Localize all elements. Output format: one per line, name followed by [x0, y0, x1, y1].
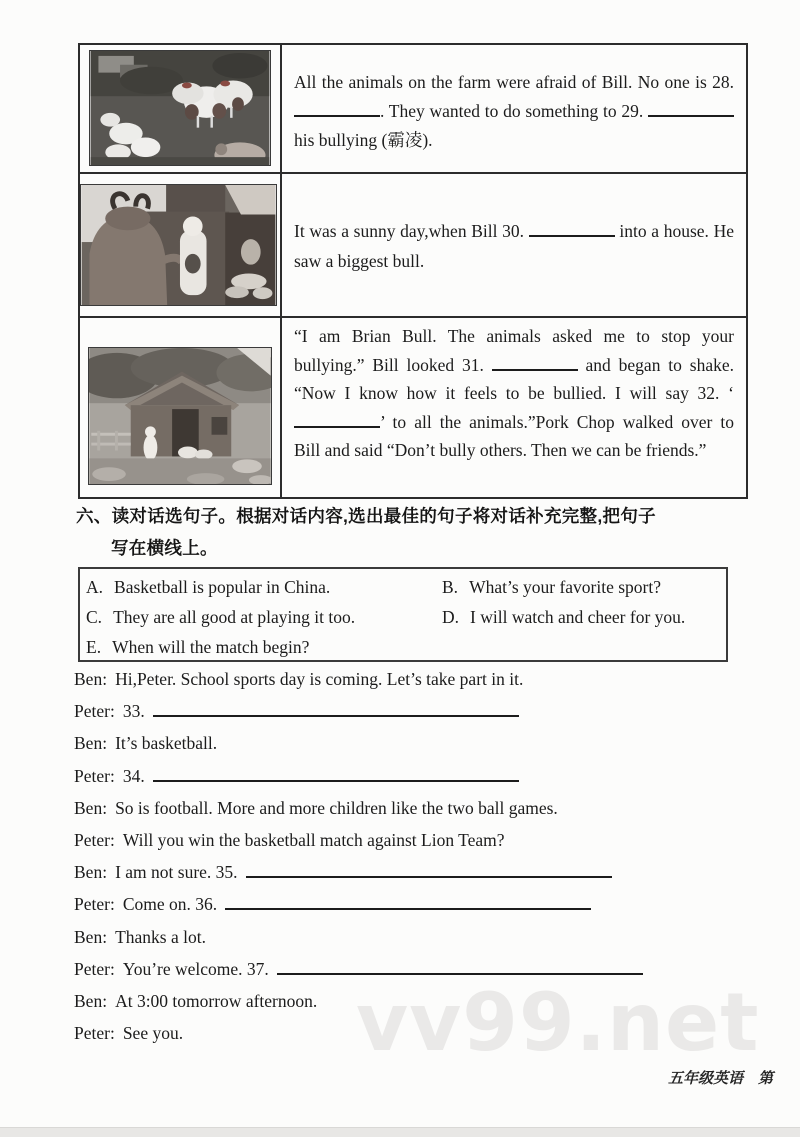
option-c-label: C.	[86, 607, 103, 627]
heading-line-2: 写在横线上。	[111, 538, 218, 558]
page-footer: 五年级英语 第	[668, 1071, 774, 1087]
option-d	[442, 607, 685, 627]
dialogue-line-5	[74, 798, 774, 830]
speaker-name: Peter:	[74, 829, 115, 850]
options-box	[78, 567, 728, 662]
dialogue-text: 34.	[122, 765, 145, 786]
blank-32	[294, 414, 380, 428]
option-a-label: A.	[86, 577, 104, 597]
dialogue-line-12	[74, 1023, 774, 1055]
story-image-cell-3	[80, 318, 282, 497]
options-row-1	[86, 572, 720, 602]
speaker-name: Peter:	[74, 1023, 115, 1044]
dialogue-line-6	[74, 830, 774, 862]
dialogue-line-2	[74, 701, 774, 733]
dialogue-text: At 3:00 tomorrow afternoon.	[115, 990, 318, 1011]
speaker-name: Ben:	[74, 862, 108, 883]
option-d-text: I will watch and cheer for you.	[470, 607, 686, 627]
option-a-text: Basketball is popular in China.	[114, 577, 331, 597]
dialogue-line-1	[74, 669, 774, 701]
dialogue-line-11	[74, 991, 774, 1023]
option-b	[442, 577, 661, 597]
option-b-label: B.	[442, 577, 459, 597]
speaker-name: Ben:	[74, 926, 108, 947]
blank-29	[648, 103, 734, 117]
options-row-3	[86, 632, 720, 662]
option-e-text: When will the match begin?	[112, 637, 310, 657]
dialogue-text: Thanks a lot.	[115, 926, 206, 947]
heading-line-1: 六、读对话选句子。根据对话内容,选出最佳的句子将对话补充完整,把句子	[76, 506, 656, 526]
story-image-cell-1	[80, 45, 282, 172]
story-text-cell-1	[282, 45, 746, 172]
story-text-cell-3	[282, 318, 746, 497]
bull-entering-house-image	[80, 184, 277, 306]
dialogue-text: Hi,Peter. School sports day is coming. Let’s take part in it.	[115, 669, 524, 689]
dialogue-line-4	[74, 766, 774, 798]
dialogue-text: I am not sure. 35.	[115, 862, 238, 883]
blank-33	[153, 702, 519, 717]
reading-story-table	[78, 43, 748, 499]
story-text-segment: All the animals on the farm were afraid of Bill. No one is 28.	[294, 72, 734, 92]
blank-35	[246, 863, 612, 878]
blank-31	[492, 357, 578, 371]
story-row-1	[80, 45, 746, 174]
speaker-name: Peter:	[74, 701, 115, 722]
section-six-heading	[76, 503, 756, 561]
blank-30	[529, 223, 615, 237]
dialogue-block	[74, 669, 774, 1055]
dialogue-text: See you.	[122, 1023, 184, 1044]
speaker-name: Ben:	[74, 733, 108, 754]
dialogue-line-3	[74, 733, 774, 765]
option-c	[86, 602, 442, 632]
option-a	[86, 572, 442, 602]
dialogue-line-9	[74, 927, 774, 959]
blank-28	[294, 103, 380, 117]
dialogue-text: Come on. 36.	[122, 894, 218, 915]
option-e-label: E.	[86, 637, 102, 657]
dialogue-line-7	[74, 862, 774, 894]
blank-34	[153, 767, 519, 782]
story-row-3	[80, 318, 746, 497]
story-text-cell-2	[282, 174, 746, 316]
dialogue-text: Will you win the basketball match against Lion Team?	[122, 829, 505, 850]
speaker-name: Peter:	[74, 958, 115, 979]
watermark: vv99.net	[356, 976, 760, 1069]
speaker-name: Peter:	[74, 894, 115, 915]
blank-37	[277, 960, 643, 975]
option-c-text: They are all good at playing it too.	[113, 607, 356, 627]
dialogue-line-10	[74, 959, 774, 991]
scan-edge-strip	[0, 1127, 800, 1137]
story-text-segment: “I am Brian Bull. The animals asked me to stop your bullying.” Bill looked 31.	[294, 326, 734, 375]
story-text-segment: . They wanted to do something to 29.	[380, 101, 648, 121]
story-text-segment: and began to shake. “Now I know how it feels to be bullied. I will say 32. ‘	[294, 354, 734, 404]
story-image-cell-2	[80, 174, 282, 316]
story-text-segment: ’ to all the animals.”Pork Chop walked over to Bill and said “Don’t bully others. Then we can be friends.”	[294, 411, 734, 461]
blank-36	[225, 895, 591, 910]
dialogue-text: So is football. More and more children like the two ball games.	[115, 797, 558, 818]
option-d-label: D.	[442, 607, 460, 627]
story-text-segment: It was a sunny day,when Bill 30.	[294, 221, 529, 241]
speaker-name: Ben:	[74, 797, 108, 818]
dialogue-line-8	[74, 894, 774, 926]
story-text-segment: into a house. He saw a biggest bull.	[294, 221, 734, 271]
options-row-2	[86, 602, 720, 632]
speaker-name: Peter:	[74, 765, 115, 786]
speaker-name: Ben:	[74, 990, 108, 1011]
story-text-segment: his bullying (霸凌).	[294, 130, 433, 150]
speaker-name: Ben:	[74, 669, 108, 689]
option-e	[86, 637, 309, 657]
dialogue-text: You’re welcome. 37.	[122, 958, 269, 979]
barn-yard-image	[88, 347, 272, 485]
option-b-text: What’s your favorite sport?	[469, 577, 662, 597]
farm-animals-image	[89, 50, 271, 166]
story-row-2	[80, 174, 746, 318]
dialogue-text: It’s basketball.	[115, 733, 218, 754]
dialogue-text: 33.	[122, 701, 145, 722]
